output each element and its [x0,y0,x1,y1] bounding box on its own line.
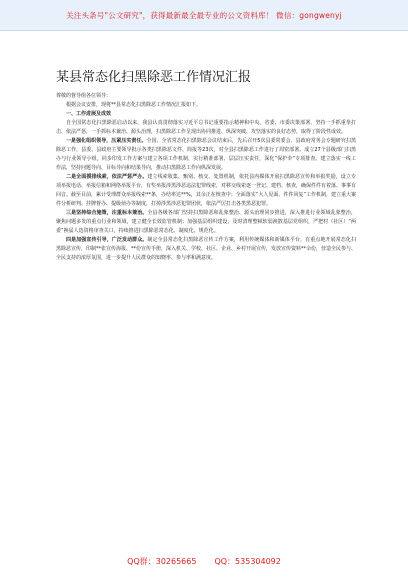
section-heading [56,110,356,119]
paragraph-clues-text: 建立线索收集、甄别、核交、处置机制，依托县内媒体开展扫黑除恶宣传和举报奖励，设立专项举报电话、举报信箱和网络举报平台，有奖举报涉黑涉恶违法犯罪线索，对移交线索逐一登记、建档、核查，确保件件有着落、事事有回音。截至目前，累计受理群众举报线索**条，办结率达**%，其余正在核查中；全面落实“大人见面、件件回复”工作机制，建立重大案件分析研判、挂牌督办、提级侦办等制度，打掉涉黑涉恶犯罪团伙，依法严厉打击各类黑恶犯罪。 [56,174,357,207]
document-body [56,92,356,263]
paragraph-governance [56,209,356,236]
paragraph-governance-text: 全县各级各部门坚持扫黑除恶和乱象整治、源头治理同步推进，深入推进行业领域乱象整治，聚焦问题多发的重点行业和领域，建立健全长效监管机制；加强基层组织建设，及时清理整顿软弱涣散基层党组织，严把村（社区）“两委”换届人选资格审查关口，持续推进扫黑除恶常态化、制度化、规范化。 [56,210,356,234]
paragraph-overview: 自全国常态化扫黑除恶启动以来，我县认真贯彻落实习近平总书记重要指示精神和中央、省委、市委决策部署，坚持一手抓重拳打击、依法严惩，一手抓标本兼治、源头治理，扫黑除恶工作呈现出协同推进、纵深突破、攻坚落实的良好态势，取得了阶段性成效。 [56,120,356,135]
intro-paragraph: 根据会议安排，现将**县常态化扫黑除恶工作情况汇报如下。 [66,102,202,108]
salutation: 尊敬的督导组各位领导： [56,93,112,99]
paragraph-leadership-heading: 一是强化组织领导，压紧压实责任。 [66,138,147,144]
paragraph-governance-heading: 三是坚持综合施策，注重标本兼治。 [66,210,148,216]
paragraph-leadership [56,137,356,173]
qq-label: QQ：535304092 [214,557,281,566]
paragraph-publicity [56,236,356,263]
qq-group-label: QQ群：30265665 [127,557,197,566]
document-title: 某县常态化扫黑除恶工作情况汇报 [56,70,252,85]
promo-banner-text: 关注头条号"公文研究"，获得最新最全最专业的公文资料库！ 微信：gongwenyj [66,10,342,20]
promo-banner [0,0,408,31]
paragraph-clues [56,173,356,209]
paragraph-clues-heading: 二是全面摸排线索，依法严惩严办。 [66,174,148,180]
contact-footer [0,556,408,570]
paragraph-publicity-text: 制定全县常态化扫黑除恶宣传工作方案，利用传统媒体和新媒体平台，有重点地开展常态化扫黑除恶宣传，印制**张宣传海报、**份宣传手册，深入机关、学校、社区、企业、乡村开展宣传，发放宣传资料**余份，营造全民参与、全民支持的浓厚氛围，进一步提升人民群众的知晓率、参与率和满意度。 [56,237,357,261]
paragraph-publicity-heading: 四是加强宣传引导，广泛发动群众。 [66,237,148,243]
section-heading-text: 一、工作进展及成效 [66,111,112,117]
paragraph-leadership-text: 全国、全省常态化扫黑除恶会议结束后，先后召开5次县委常委会、县政府常务会专题研究扫黑除恶工作，县委、县政府主要领导批示各类扫黑除恶文件、简报等23次，对全县扫黑除恶工作进行了周密部署。成立27个县级部门扫黑办与行业领导小组，同步印发工作方案与建立各项工作机制，实行精准部署、层层压实责任，深化“保护伞”专项排查。建立落实一线工作法，坚持问题导向、目标导向和结果导向，推动扫黑除恶工作向纵深发展。 [56,138,356,171]
